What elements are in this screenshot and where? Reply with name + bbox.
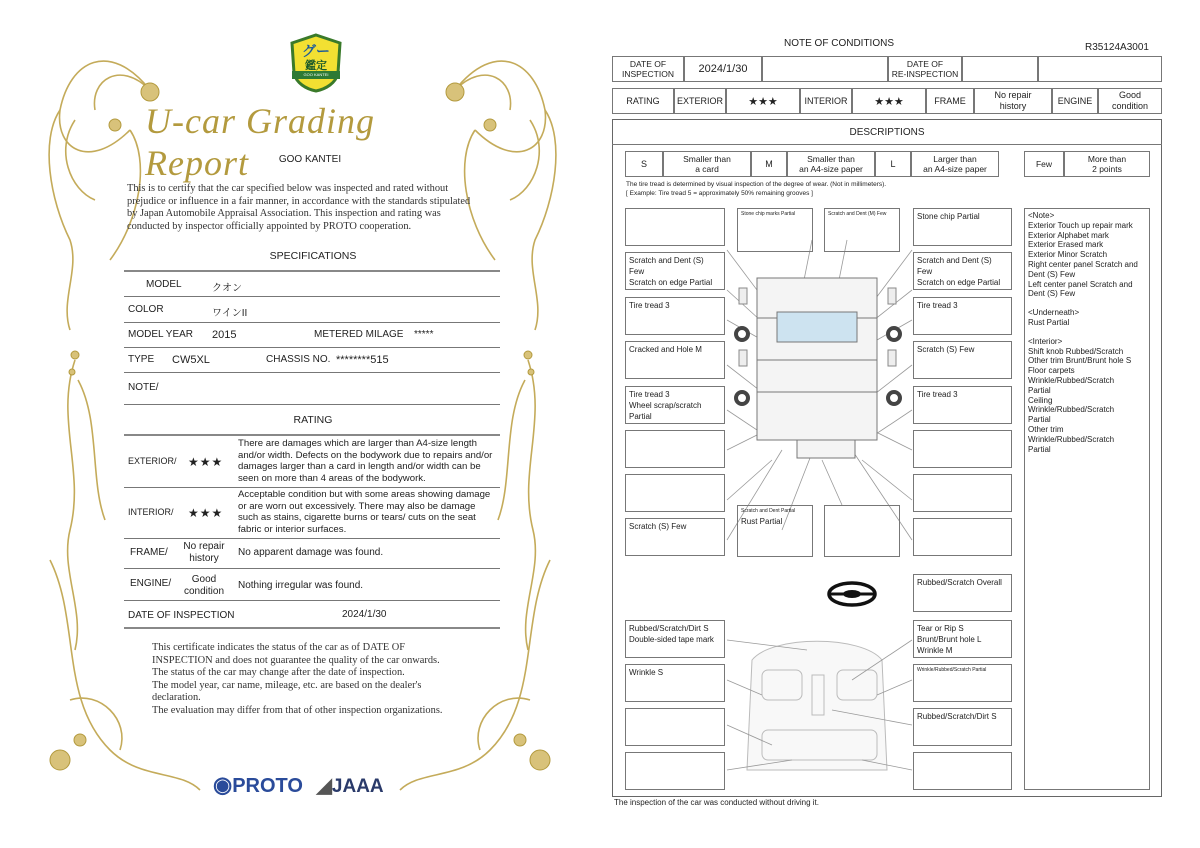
note-line: Partial — [1028, 444, 1051, 454]
interior-left-box: Rubbed/Scratch/Dirt S Double-sided tape mark — [625, 620, 725, 658]
color-label: COLOR — [128, 304, 164, 315]
exterior-left-box — [625, 430, 725, 468]
interior-stars: ★★★ — [852, 88, 926, 114]
note-line: Exterior Erased mark — [1028, 240, 1104, 250]
type-value: CW5XL — [172, 354, 210, 366]
proto-logo-text: PROTO — [232, 775, 303, 797]
interior-description: Acceptable condition but with some areas showing damage or are worn out excessively. There may also be damage such as stains, cigarette burns or tears/ cuts on the seat fabric or interior surfaces. — [238, 489, 491, 535]
note-line: Rust Partial — [1028, 317, 1070, 327]
note-line — [1028, 299, 1146, 308]
interior-right-box — [913, 752, 1012, 790]
note-line: <Underneath> — [1028, 308, 1080, 318]
model-value: クオン — [212, 283, 242, 294]
reference-number: R35124A3001 — [1085, 42, 1149, 53]
date-inspection-value: 2024/1/30 — [684, 56, 762, 82]
interior-label: INTERIOR — [800, 88, 852, 114]
note-line: Left center panel Scratch and — [1028, 279, 1133, 289]
exterior-right-box: Scratch and Dent (S) Few Scratch on edge Partial — [913, 252, 1012, 290]
note-line: Exterior Alphabet mark — [1028, 230, 1109, 240]
jaaa-logo-text: JAAA — [331, 776, 384, 797]
interior-left-box — [625, 708, 725, 746]
legend-few: Few — [1024, 151, 1064, 177]
chassis-label: CHASSIS NO. — [266, 354, 331, 365]
interior-right-box: Rubbed/Scratch/Dirt S — [913, 708, 1012, 746]
legend-m: M — [751, 151, 787, 177]
frame-description: No apparent damage was found. — [238, 547, 384, 558]
steering-note: Rubbed/Scratch Overall — [913, 574, 1012, 612]
exterior-left-box: Scratch and Dent (S) Few Scratch on edge Partial — [625, 252, 725, 290]
interior-left-box — [625, 752, 725, 790]
note-label: NOTE/ — [128, 382, 159, 393]
exterior-stars: ★★★ — [188, 455, 224, 469]
color-value: ワインII — [212, 308, 248, 319]
exterior-right-box: Tire tread 3 — [913, 297, 1012, 335]
certificate-text: This is to certify that the car specified below was inspected and rated without prejudice or influence in a fair manner, in accordance with the standards stipulated by Japan Automobile Appraisal Association. This inspection and rating was conducted by inspector officially appointed by PROTO cooperation. — [127, 183, 471, 232]
interior-right-box: Tear or Rip S Brunt/Brunt hole L Wrinkle M — [913, 620, 1012, 658]
frame-value: No repair history — [183, 541, 225, 564]
note-line: Wrinkle/Rubbed/Scratch — [1028, 405, 1115, 415]
tire-note: The tire tread is determined by visual inspection of the degree of wear. (Not in millimeters). [ Example: Tire tread 5 = approximately 50% remaining grooves ] — [626, 181, 887, 197]
note-line: Dent (S) Few — [1028, 269, 1076, 279]
note-line: Floor carpets — [1028, 366, 1075, 376]
engine-description: Nothing irregular was found. — [238, 580, 364, 591]
model-label: MODEL — [146, 279, 182, 290]
report-subtitle: GOO KANTEI — [278, 154, 342, 165]
frame-value: No repair history — [974, 88, 1052, 114]
exterior-right-box: Scratch (S) Few — [913, 341, 1012, 379]
note-line: Dent (S) Few — [1028, 289, 1076, 299]
logos — [213, 772, 384, 798]
notes-column — [1024, 208, 1150, 790]
note-line: Exterior Minor Scratch — [1028, 250, 1108, 260]
disclaimer-text: This certificate indicates the status of the car as of DATE OF INSPECTION and does not guarantee the quality of the car onwards. The status of the car may change after the date of inspection. The model year, car name, mileage, etc. are based on the dealer's declaration. The evaluation may differ from that of other inspection organizations. — [152, 642, 443, 716]
exterior-right-box: Stone chip Partial — [913, 208, 1012, 246]
badge-top-text: グー — [302, 43, 330, 59]
engine-label: ENGINE — [1052, 88, 1098, 114]
note-line: Wrinkle/Rubbed/Scratch — [1028, 434, 1115, 444]
legend-m-desc: Smaller than an A4-size paper — [787, 151, 875, 177]
interior-label: INTERIOR/ — [128, 507, 174, 517]
note-line: <Interior> — [1028, 336, 1063, 346]
note-line: Shift knob Rubbed/Scratch — [1028, 346, 1124, 356]
exterior-left-box: Cracked and Hole M — [625, 341, 725, 379]
exterior-left-box — [625, 474, 725, 512]
exterior-label: EXTERIOR/ — [128, 456, 177, 466]
exterior-stars: ★★★ — [726, 88, 800, 114]
engine-value: Good condition — [183, 574, 225, 597]
report-title: U-car Grading Report — [145, 101, 375, 183]
interior-stars: ★★★ — [188, 506, 224, 520]
exterior-right-box — [913, 430, 1012, 468]
specifications-heading: SPECIFICATIONS — [269, 250, 357, 262]
mileage-label: METERED MILAGE — [314, 329, 404, 340]
mileage-value: ***** — [414, 329, 434, 340]
note-line — [1028, 328, 1146, 337]
descriptions-heading: DESCRIPTIONS — [849, 126, 925, 138]
proto-logo-icon: ◉ — [213, 772, 233, 797]
note-line: Partial — [1028, 415, 1051, 425]
date-of-inspection-label: DATE OF INSPECTION — [128, 610, 235, 621]
exterior-right-box: Tire tread 3 — [913, 386, 1012, 424]
legend-l: L — [875, 151, 911, 177]
model-year-label: MODEL YEAR — [128, 329, 194, 340]
exterior-left-box: Scratch (S) Few — [625, 518, 725, 556]
legend-s-desc: Smaller than a card — [663, 151, 751, 177]
engine-label: ENGINE/ — [130, 578, 172, 589]
exterior-bottom-box: Scratch and Dent Partial Rust Partial — [737, 505, 813, 557]
jaaa-logo-icon: ◢ — [316, 775, 332, 797]
badge-bottom-text: 鑑定 — [305, 60, 327, 72]
conditions-heading: NOTE OF CONDITIONS — [784, 38, 894, 49]
note-line: Wrinkle/Rubbed/Scratch — [1028, 375, 1115, 385]
note-line: Other trim — [1028, 424, 1064, 434]
exterior-left-box — [625, 208, 725, 246]
frame-label: FRAME — [926, 88, 974, 114]
exterior-right-box — [913, 474, 1012, 512]
legend-l-desc: Larger than an A4-size paper — [911, 151, 999, 177]
date-inspection-label: DATE OF INSPECTION — [612, 56, 684, 82]
chassis-value: ********515 — [336, 354, 389, 366]
date-reinspection-label: DATE OF RE-INSPECTION — [888, 56, 962, 82]
note-line: <Note> — [1028, 211, 1055, 220]
exterior-bottom-box — [824, 505, 900, 557]
footer-note: The inspection of the car was conducted without driving it. — [614, 798, 819, 807]
exterior-top-box: Stone chip marks Partial — [737, 208, 813, 252]
interior-right-box: Wrinkle/Rubbed/Scratch Partial — [913, 664, 1012, 702]
model-year-value: 2015 — [212, 329, 237, 341]
goo-kantei-badge — [288, 33, 344, 93]
exterior-top-box: Scratch and Dent (M) Few — [824, 208, 900, 252]
note-line: Partial — [1028, 385, 1051, 395]
engine-value: Good condition — [1098, 88, 1162, 114]
legend-few-desc: More than 2 points — [1064, 151, 1150, 177]
steering-wheel-icon — [826, 580, 878, 608]
date-of-inspection-value: 2024/1/30 — [342, 609, 387, 620]
rating-heading: RATING — [293, 414, 333, 426]
exterior-left-box: Tire tread 3 Wheel scrap/scratch Partial — [625, 386, 725, 424]
exterior-left-box: Tire tread 3 — [625, 297, 725, 335]
exterior-right-box — [913, 518, 1012, 556]
badge-ribbon-text: GOO KANTEI — [303, 72, 329, 77]
frame-label: FRAME/ — [130, 547, 168, 558]
type-label: TYPE — [128, 354, 155, 365]
legend-s: S — [625, 151, 663, 177]
rating-label: RATING — [612, 88, 674, 114]
note-line: Exterior Touch up repair mark — [1028, 220, 1133, 230]
note-line: Ceiling — [1028, 395, 1053, 405]
note-line: Right center panel Scratch and — [1028, 259, 1138, 269]
note-line: Other trim Brunt/Brunt hole S — [1028, 356, 1132, 366]
interior-left-box: Wrinkle S — [625, 664, 725, 702]
exterior-description: There are damages which are larger than A4-size length and/or width. Defects on the bodywork due to repairs and/or damages larger than a card in length and/or width can be seen on more than 4 areas of the bodywork. — [238, 438, 493, 484]
exterior-label: EXTERIOR — [674, 88, 726, 114]
